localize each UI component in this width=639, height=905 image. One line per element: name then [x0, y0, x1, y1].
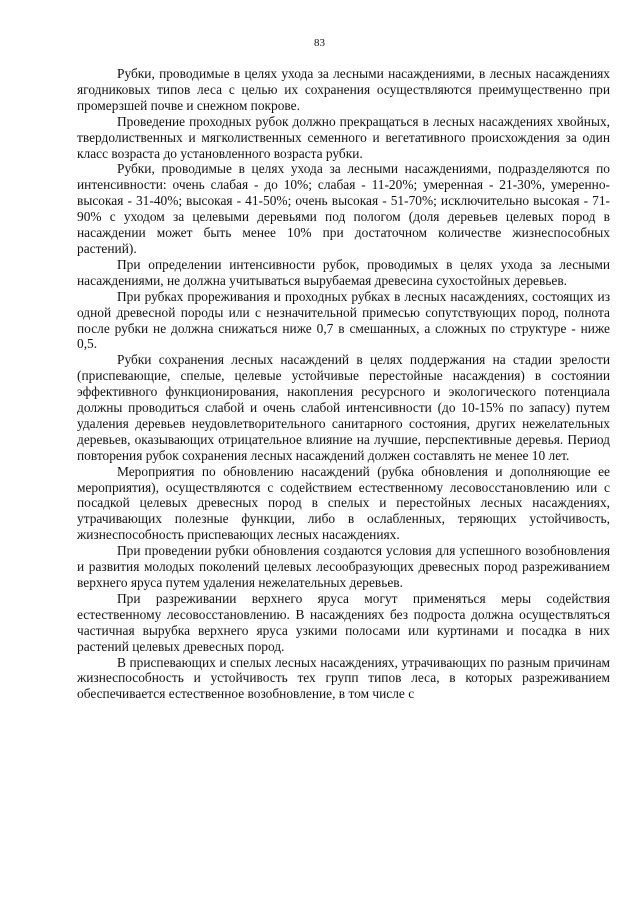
paragraph-thinning-cessation: Проведение проходных рубок должно прекращаться в лесных насаждениях хвойных, твердолиственных и мягколиственных семенного и вегетативного происхождения за один класс возраста до установленного возраста рубки. — [77, 113, 610, 161]
paragraph-renewal-felling-conditions: При проведении рубки обновления создаются условия для успешного возобновления и развития молодых поколений целевых лесообразующих древесных пород разреживанием верхнего яруса путем удаления нежелательных деревьев. — [77, 543, 610, 590]
paragraph-renewal-measures: Мероприятия по обновлению насаждений (рубка обновления и дополняющие ее мероприятия), осуществляются с содействием естественному лесовосстановлению или с посадкой целевых древесных пород в спелых и перестойных лесных насаждениях, утрачивающих полезные функции, либо в ослабленных, теряющих устойчивость, жизнеспособность приспевающих лесных насаждениях. — [77, 463, 610, 543]
paragraph-ripening-stands: В приспевающих и спелых лесных насаждениях, утрачивающих по разным причинам жизнеспособность и устойчивость тех групп типов леса, в которых разреживанием обеспечивается естественное возобновление, в том числе с — [77, 654, 610, 702]
paragraph-stand-density-limits: При рубках прореживания и проходных рубках в лесных насаждениях, состоящих из одной древесной породы или с незначительной примесью сопутствующих пород, полнота после рубки не должна снижаться ниже 0,7 в смешанных, а сложных по структуре - ниже 0,5. — [77, 288, 610, 352]
paragraph-conservation-felling: Рубки сохранения лесных насаждений в целях поддержания на стадии зрелости (приспевающие, спелые, целевые устойчивые перестойные насаждения) в состоянии эффективного функционирования, накопления ресурсного и экологического потенциала должны проводиться слабой и очень слабой интенсивности (до 10-15% по запасу) путем удаления деревьев неудовлетворительного санитарного состояния, других нежелательных деревьев, оказывающих отрицательное влияние на лучшие, перспективные деревья. Период повторения рубок сохранения лесных насаждений должен составлять не менее 10 лет. — [77, 352, 610, 463]
page-number: 83 — [314, 37, 325, 49]
paragraph-upper-layer-thinning: При разреживании верхнего яруса могут применяться меры содействия естественному лесовосстановлению. В насаждениях без подроста должна осуществляться частичная вырубка верхнего яруса узкими полосами или куртинами и посадка в них растений целевых древесных пород. — [77, 590, 610, 654]
paragraph-intensity-classes: Рубки, проводимые в целях ухода за лесными насаждениями, подразделяются по интенсивности: очень слабая - до 10%; слабая - 11-20%; умеренная - 21-30%, умеренно-высокая - 31-40%; высокая - 41-50%; очень высокая - 51-70%; исключительно высокая - 71-90% с уходом за целевыми деревьями под пологом (доля деревьев целевых пород в насаждении может быть менее 10% при достаточном количестве жизнеспособных растений). — [77, 161, 610, 256]
document-body — [77, 66, 610, 702]
paragraph-deadwood-exclusion: При определении интенсивности рубок, проводимых в целях ухода за лесными насаждениями, не должна учитываться вырубаемая древесина сухостойных деревьев. — [77, 256, 610, 288]
paragraph-care-felling-berry-forests: Рубки, проводимые в целях ухода за лесными насаждениями, в лесных насаждениях ягодниковых типов леса с целью их сохранения осуществляются преимущественно при промерзшей почве и снежном покрове. — [77, 66, 610, 113]
